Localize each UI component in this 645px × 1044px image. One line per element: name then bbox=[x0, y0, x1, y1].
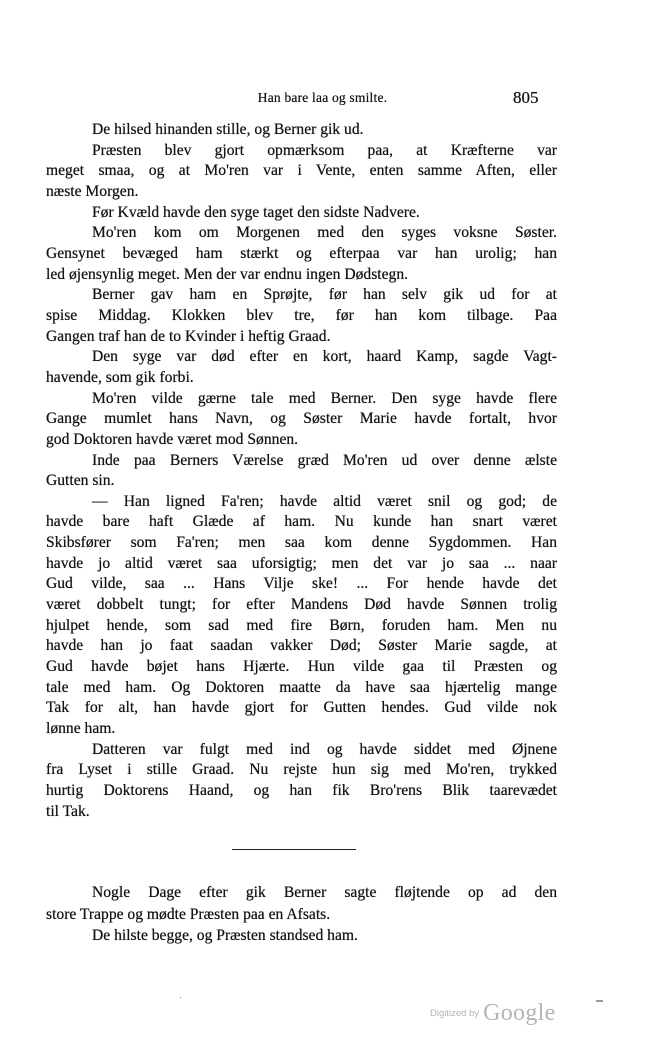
scan-mark bbox=[596, 1000, 603, 1002]
text-line: Inde paa Berners Værelse græd Mo'ren ud over denne ælste bbox=[92, 451, 557, 469]
google-logo: Google bbox=[483, 1000, 556, 1026]
text-line: Gensynet bevæged ham stærkt og efterpaa var han urolig; han bbox=[46, 244, 557, 262]
text-line: De hilste begge, og Præsten standsed ham. bbox=[92, 927, 358, 944]
text-line: hjulpet hende, som sad med fire Børn, foruden ham. Men nu bbox=[46, 616, 557, 634]
text-line: meget smaa, og at Mo'ren var i Vente, enten samme Aften, eller bbox=[46, 162, 557, 180]
text-line: lønne ham. bbox=[46, 720, 116, 738]
text-line: Præsten blev gjort opmærksom paa, at Kræfterne var bbox=[92, 141, 557, 159]
text-line: Den syge var død efter en kort, haard Kamp, sagde Vagt- bbox=[92, 348, 557, 366]
text-line: Skibsfører som Fa'ren; men saa kom denne Sygdommen. Han bbox=[46, 534, 557, 552]
text-line: Gud vilde, saa ... Hans Vilje ske! ... For hende havde det bbox=[46, 575, 557, 593]
text-line: havde jo altid været saa uforsigtig; men det var jo saa ... naar bbox=[46, 554, 557, 572]
text-line: Berner gav ham en Sprøjte, før han selv gik ud for at bbox=[92, 286, 557, 304]
text-line: havde bare haft Glæde af ham. Nu kunde han snart været bbox=[46, 513, 557, 531]
text-line: havende, som gik forbi. bbox=[46, 368, 194, 386]
main-text bbox=[46, 120, 557, 822]
section-divider bbox=[232, 849, 356, 850]
text-line: led øjensynlig meget. Men der var endnu ingen Dødstegn. bbox=[46, 265, 409, 283]
text-line: spise Middag. Klokken blev tre, før han kom tilbage. Paa bbox=[46, 306, 557, 324]
text-line: fra Lyset i stille Graad. Nu rejste hun sig med Mo'ren, trykked bbox=[46, 761, 557, 779]
text-line: Datteren var fulgt med ind og havde siddet med Øjnene bbox=[92, 740, 557, 758]
text-line: næste Morgen. bbox=[46, 182, 139, 200]
text-line: til Tak. bbox=[46, 802, 90, 820]
digitized-by-label: Digitized by bbox=[430, 1008, 480, 1019]
text-line: Mo'ren vilde gærne tale med Berner. Den syge havde flere bbox=[92, 389, 557, 407]
text-line: Tak for alt, han havde gjort for Gutten hendes. Gud vilde nok bbox=[46, 699, 557, 717]
text-line: havde han jo faat saadan vakker Død; Søster Marie sagde, at bbox=[46, 637, 557, 655]
text-line: Gangen traf han de to Kvinder i heftig Graad. bbox=[46, 327, 331, 345]
text-line: været dobbelt tungt; for efter Mandens Død havde Sønnen trolig bbox=[46, 596, 557, 614]
page-number: 805 bbox=[513, 88, 539, 107]
text-line: hurtig Doktorens Haand, og han fik Bro'rens Blik taarevædet bbox=[46, 782, 557, 799]
text-line: Gud havde bøjet hans Hjærte. Hun vilde gaa til Præsten og bbox=[46, 658, 557, 676]
running-title: Han bare laa og smilte. bbox=[257, 90, 388, 105]
text-line: tale med ham. Og Doktoren maatte da have saa hjærtelig mange bbox=[46, 678, 557, 696]
text-line: god Doktoren havde været mod Sønnen. bbox=[46, 430, 299, 448]
text-line: store Trappe og mødte Præsten paa en Afsats. bbox=[46, 905, 331, 923]
text-line: Før Kvæld havde den syge taget den sidste Nadvere. bbox=[92, 203, 420, 221]
text-line: Gutten sin. bbox=[46, 472, 115, 490]
text-line: De hilsed hinanden stille, og Berner gik ud. bbox=[92, 121, 364, 138]
text-line: Mo'ren kom om Morgenen med den syges voksne Søster. bbox=[92, 224, 557, 242]
text-line: — Han ligned Fa'ren; havde altid været snil og god; de bbox=[92, 492, 557, 510]
second-section-text bbox=[46, 882, 557, 947]
digitized-watermark bbox=[430, 1000, 556, 1027]
scan-speck bbox=[180, 997, 181, 998]
text-line: Nogle Dage efter gik Berner sagte fløjtende op ad den bbox=[92, 884, 557, 901]
text-line: Gange mumlet hans Navn, og Søster Marie havde fortalt, hvor bbox=[46, 410, 557, 428]
